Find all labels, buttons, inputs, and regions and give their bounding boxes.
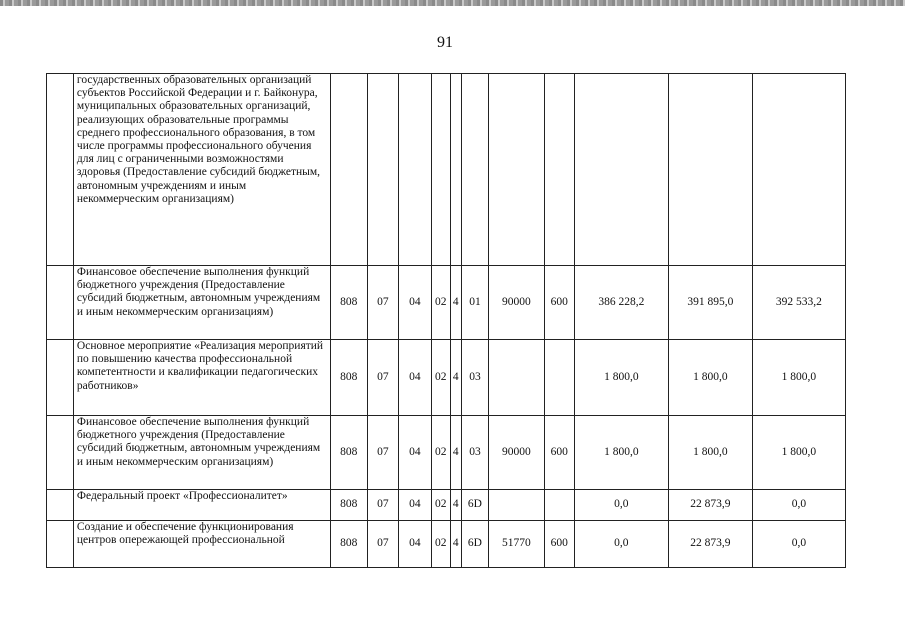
amount-year-1: 1 800,0 bbox=[574, 416, 668, 490]
amount-year-2: 22 873,9 bbox=[668, 490, 752, 521]
expense-name: Федеральный проект «Профессионалитет» bbox=[73, 490, 330, 521]
section-code: 07 bbox=[367, 416, 398, 490]
amount-year-3: 1 800,0 bbox=[752, 340, 845, 416]
section-code: 07 bbox=[367, 521, 398, 568]
amount-year-3: 392 533,2 bbox=[752, 266, 845, 340]
subsection-code: 04 bbox=[398, 521, 431, 568]
page-number: 91 bbox=[437, 34, 453, 51]
direction-code bbox=[488, 74, 544, 266]
direction-code: 51770 bbox=[488, 521, 544, 568]
expense-name: государственных образовательных организаций субъектов Российской Федерации и г. Байконура, муниципальных образовательных организаций, реализующих образовательные программы среднего профессионального образования, в том числе программы профессионального обучения для лиц с ограниченными возможностями здоровья (Предоставление субсидий бюджетным, автономным учреждениям и иным некоммерческим организациям) bbox=[73, 74, 330, 266]
table-row bbox=[47, 521, 846, 568]
expense-type-code bbox=[544, 490, 574, 521]
direction-code: 90000 bbox=[488, 416, 544, 490]
amount-year-3: 1 800,0 bbox=[752, 416, 845, 490]
program-type-code: 4 bbox=[450, 340, 461, 416]
table-row bbox=[47, 490, 846, 521]
amount-year-1 bbox=[574, 74, 668, 266]
expense-type-code: 600 bbox=[544, 416, 574, 490]
expense-name: Создание и обеспечение функционирования центров опережающей профессиональной bbox=[73, 521, 330, 568]
amount-year-2: 391 895,0 bbox=[668, 266, 752, 340]
section-code: 07 bbox=[367, 490, 398, 521]
event-code: 6D bbox=[461, 490, 488, 521]
section-code: 07 bbox=[367, 340, 398, 416]
program-code bbox=[431, 74, 450, 266]
grbs-code bbox=[330, 74, 367, 266]
amount-year-3: 0,0 bbox=[752, 521, 845, 568]
expense-name: Основное мероприятие «Реализация мероприятий по повышению качества профессиональной компетентности и квалификации педагогических работников» bbox=[73, 340, 330, 416]
grbs-code: 808 bbox=[330, 266, 367, 340]
subsection-code: 04 bbox=[398, 490, 431, 521]
program-type-code: 4 bbox=[450, 266, 461, 340]
table-row bbox=[47, 266, 846, 340]
program-type-code: 4 bbox=[450, 521, 461, 568]
blank-cell bbox=[47, 340, 74, 416]
subsection-code: 04 bbox=[398, 416, 431, 490]
amount-year-2: 1 800,0 bbox=[668, 340, 752, 416]
expense-type-code bbox=[544, 74, 574, 266]
direction-code bbox=[488, 490, 544, 521]
grbs-code: 808 bbox=[330, 416, 367, 490]
grbs-code: 808 bbox=[330, 340, 367, 416]
blank-cell bbox=[47, 266, 74, 340]
expense-name: Финансовое обеспечение выполнения функций бюджетного учреждения (Предоставление субсидий бюджетным, автономным учреждениям и иным некоммерческим организациям) bbox=[73, 416, 330, 490]
amount-year-2: 1 800,0 bbox=[668, 416, 752, 490]
amount-year-1: 386 228,2 bbox=[574, 266, 668, 340]
subsection-code: 04 bbox=[398, 266, 431, 340]
amount-year-3: 0,0 bbox=[752, 490, 845, 521]
grbs-code: 808 bbox=[330, 521, 367, 568]
program-code: 02 bbox=[431, 490, 450, 521]
event-code: 6D bbox=[461, 521, 488, 568]
table-row bbox=[47, 340, 846, 416]
expense-type-code bbox=[544, 340, 574, 416]
amount-year-3 bbox=[752, 74, 845, 266]
blank-cell bbox=[47, 74, 74, 266]
event-code: 03 bbox=[461, 340, 488, 416]
table-row bbox=[47, 416, 846, 490]
amount-year-2: 22 873,9 bbox=[668, 521, 752, 568]
amount-year-1: 1 800,0 bbox=[574, 340, 668, 416]
event-code: 03 bbox=[461, 416, 488, 490]
scan-edge bbox=[0, 0, 905, 6]
direction-code: 90000 bbox=[488, 266, 544, 340]
expense-name: Финансовое обеспечение выполнения функций бюджетного учреждения (Предоставление субсидий бюджетным, автономным учреждениям и иным некоммерческим организациям) bbox=[73, 266, 330, 340]
section-code bbox=[367, 74, 398, 266]
program-type-code: 4 bbox=[450, 416, 461, 490]
table-row bbox=[47, 74, 846, 266]
program-code: 02 bbox=[431, 266, 450, 340]
expense-type-code: 600 bbox=[544, 521, 574, 568]
program-type-code bbox=[450, 74, 461, 266]
program-code: 02 bbox=[431, 416, 450, 490]
event-code bbox=[461, 74, 488, 266]
amount-year-1: 0,0 bbox=[574, 490, 668, 521]
blank-cell bbox=[47, 416, 74, 490]
program-type-code: 4 bbox=[450, 490, 461, 521]
program-code: 02 bbox=[431, 521, 450, 568]
subsection-code bbox=[398, 74, 431, 266]
amount-year-1: 0,0 bbox=[574, 521, 668, 568]
budget-table bbox=[46, 73, 846, 568]
program-code: 02 bbox=[431, 340, 450, 416]
expense-type-code: 600 bbox=[544, 266, 574, 340]
subsection-code: 04 bbox=[398, 340, 431, 416]
grbs-code: 808 bbox=[330, 490, 367, 521]
amount-year-2 bbox=[668, 74, 752, 266]
section-code: 07 bbox=[367, 266, 398, 340]
blank-cell bbox=[47, 490, 74, 521]
event-code: 01 bbox=[461, 266, 488, 340]
blank-cell bbox=[47, 521, 74, 568]
direction-code bbox=[488, 340, 544, 416]
